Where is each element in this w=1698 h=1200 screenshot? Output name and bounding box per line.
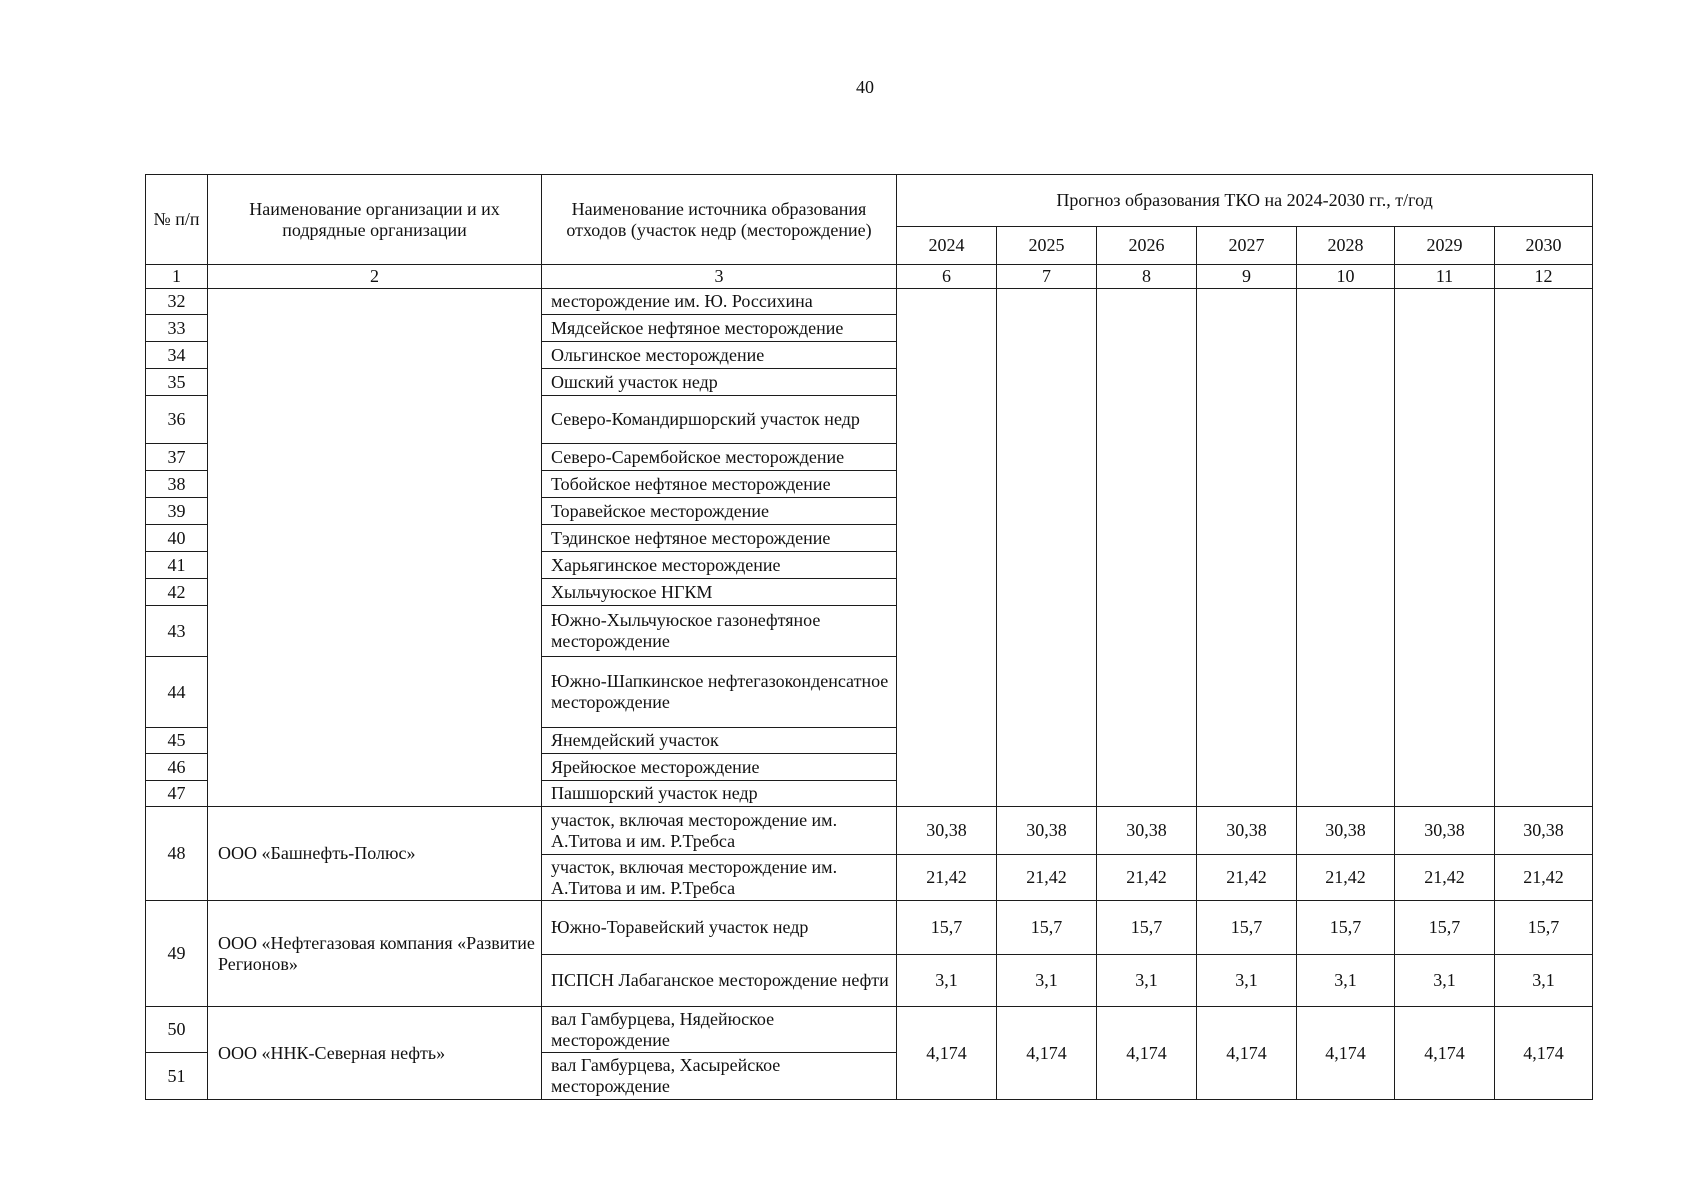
organization-cell-empty: [208, 289, 542, 807]
value-cell: 4,174: [1197, 1007, 1297, 1100]
value-cell-empty: [1197, 289, 1297, 807]
source-cell: вал Гамбурцева, Хасырейское месторождение: [542, 1053, 897, 1100]
value-cell: 21,42: [1297, 855, 1395, 901]
value-cell: 15,7: [1097, 901, 1197, 955]
source-cell: Торавейское месторождение: [542, 498, 897, 525]
column-index: 6: [897, 265, 997, 289]
source-cell: Северо-Командиршорский участок недр: [542, 396, 897, 444]
column-index: 10: [1297, 265, 1395, 289]
column-index: 1: [146, 265, 208, 289]
value-cell: 15,7: [1395, 901, 1495, 955]
source-cell: вал Гамбурцева, Нядейюское месторождение: [542, 1007, 897, 1053]
row-number: 46: [146, 754, 208, 781]
value-cell: 4,174: [1495, 1007, 1593, 1100]
row-number: 44: [146, 657, 208, 728]
value-cell: 3,1: [1495, 955, 1593, 1007]
row-number: 34: [146, 342, 208, 369]
header-forecast: Прогноз образования ТКО на 2024-2030 гг., т/год: [897, 175, 1593, 227]
value-cell: 30,38: [1197, 807, 1297, 855]
row-number: 50: [146, 1007, 208, 1053]
table-row: [146, 289, 1593, 315]
value-cell: 4,174: [997, 1007, 1097, 1100]
value-cell: 15,7: [897, 901, 997, 955]
row-number: 40: [146, 525, 208, 552]
row-number: 35: [146, 369, 208, 396]
row-number: 39: [146, 498, 208, 525]
value-cell: 30,38: [1097, 807, 1197, 855]
page-number: 40: [856, 77, 874, 97]
column-index: 12: [1495, 265, 1593, 289]
value-cell: 4,174: [1097, 1007, 1197, 1100]
source-cell: Мядсейское нефтяное месторождение: [542, 315, 897, 342]
value-cell: 30,38: [897, 807, 997, 855]
value-cell: 30,38: [1297, 807, 1395, 855]
table-row: [146, 1007, 1593, 1053]
row-number: 41: [146, 552, 208, 579]
header-year: 2027: [1197, 227, 1297, 265]
value-cell: 21,42: [997, 855, 1097, 901]
value-cell: 15,7: [1197, 901, 1297, 955]
value-cell: 15,7: [997, 901, 1097, 955]
column-index: 2: [208, 265, 542, 289]
source-cell: участок, включая месторождение им. А.Титова и им. Р.Требса: [542, 807, 897, 855]
value-cell: 4,174: [1395, 1007, 1495, 1100]
value-cell-empty: [1395, 289, 1495, 807]
value-cell-empty: [1297, 289, 1395, 807]
value-cell: 3,1: [997, 955, 1097, 1007]
table-row: [146, 901, 1593, 955]
value-cell: 3,1: [1395, 955, 1495, 1007]
source-cell: Ольгинское месторождение: [542, 342, 897, 369]
row-number: 36: [146, 396, 208, 444]
value-cell: 15,7: [1495, 901, 1593, 955]
value-cell-empty: [1495, 289, 1593, 807]
source-cell: Южно-Хыльчуюское газонефтяное месторождение: [542, 606, 897, 657]
source-cell: месторождение им. Ю. Россихина: [542, 289, 897, 315]
value-cell: 15,7: [1297, 901, 1395, 955]
value-cell: 21,42: [1395, 855, 1495, 901]
value-cell-empty: [1097, 289, 1197, 807]
row-number: 49: [146, 901, 208, 1007]
row-number: 48: [146, 807, 208, 901]
header-year: 2025: [997, 227, 1097, 265]
source-cell: Тобойское нефтяное месторождение: [542, 471, 897, 498]
source-cell: Тэдинское нефтяное месторождение: [542, 525, 897, 552]
value-cell: 3,1: [897, 955, 997, 1007]
row-number: 43: [146, 606, 208, 657]
header-num: № п/п: [146, 175, 208, 265]
header-source: Наименование источника образования отходов (участок недр (месторождение): [542, 175, 897, 265]
row-number: 33: [146, 315, 208, 342]
value-cell: 4,174: [897, 1007, 997, 1100]
value-cell: 3,1: [1297, 955, 1395, 1007]
row-number: 51: [146, 1053, 208, 1100]
source-cell: Северо-Сарембойское месторождение: [542, 444, 897, 471]
value-cell-empty: [897, 289, 997, 807]
value-cell: 30,38: [1495, 807, 1593, 855]
value-cell: 21,42: [1495, 855, 1593, 901]
value-cell: 30,38: [1395, 807, 1495, 855]
source-cell: Янемдейский участок: [542, 728, 897, 754]
source-cell: Южно-Шапкинское нефтегазоконденсатное месторождение: [542, 657, 897, 728]
header-year: 2029: [1395, 227, 1495, 265]
row-number: 32: [146, 289, 208, 315]
value-cell: 3,1: [1197, 955, 1297, 1007]
header-row: [146, 175, 1593, 227]
row-number: 37: [146, 444, 208, 471]
value-cell: 21,42: [897, 855, 997, 901]
column-index: 9: [1197, 265, 1297, 289]
value-cell: 21,42: [1197, 855, 1297, 901]
source-cell: Южно-Торавейский участок недр: [542, 901, 897, 955]
value-cell-empty: [997, 289, 1097, 807]
row-number: 42: [146, 579, 208, 606]
source-cell: Хыльчуюское НГКМ: [542, 579, 897, 606]
header-year: 2030: [1495, 227, 1593, 265]
organization-cell: ООО «ННК-Северная нефть»: [208, 1007, 542, 1100]
forecast-table: [145, 174, 1593, 1100]
value-cell: 21,42: [1097, 855, 1197, 901]
header-organization: Наименование организации и их подрядные организации: [208, 175, 542, 265]
source-cell: Ошский участок недр: [542, 369, 897, 396]
organization-cell: ООО «Нефтегазовая компания «Развитие Регионов»: [208, 901, 542, 1007]
value-cell: 4,174: [1297, 1007, 1395, 1100]
source-cell: участок, включая месторождение им. А.Титова и им. Р.Требса: [542, 855, 897, 901]
value-cell: 30,38: [997, 807, 1097, 855]
row-number: 38: [146, 471, 208, 498]
table-row: [146, 807, 1593, 855]
row-number: 47: [146, 781, 208, 807]
organization-cell: ООО «Башнефть-Полюс»: [208, 807, 542, 901]
column-index: 3: [542, 265, 897, 289]
header-year: 2024: [897, 227, 997, 265]
value-cell: 3,1: [1097, 955, 1197, 1007]
column-index-row: [146, 265, 1593, 289]
source-cell: Харьягинское месторождение: [542, 552, 897, 579]
column-index: 7: [997, 265, 1097, 289]
column-index: 8: [1097, 265, 1197, 289]
column-index: 11: [1395, 265, 1495, 289]
row-number: 45: [146, 728, 208, 754]
source-cell: Ярейюское месторождение: [542, 754, 897, 781]
source-cell: Пашшорский участок недр: [542, 781, 897, 807]
source-cell: ПСПСН Лабаганское месторождение нефти: [542, 955, 897, 1007]
header-year: 2026: [1097, 227, 1197, 265]
header-year: 2028: [1297, 227, 1395, 265]
